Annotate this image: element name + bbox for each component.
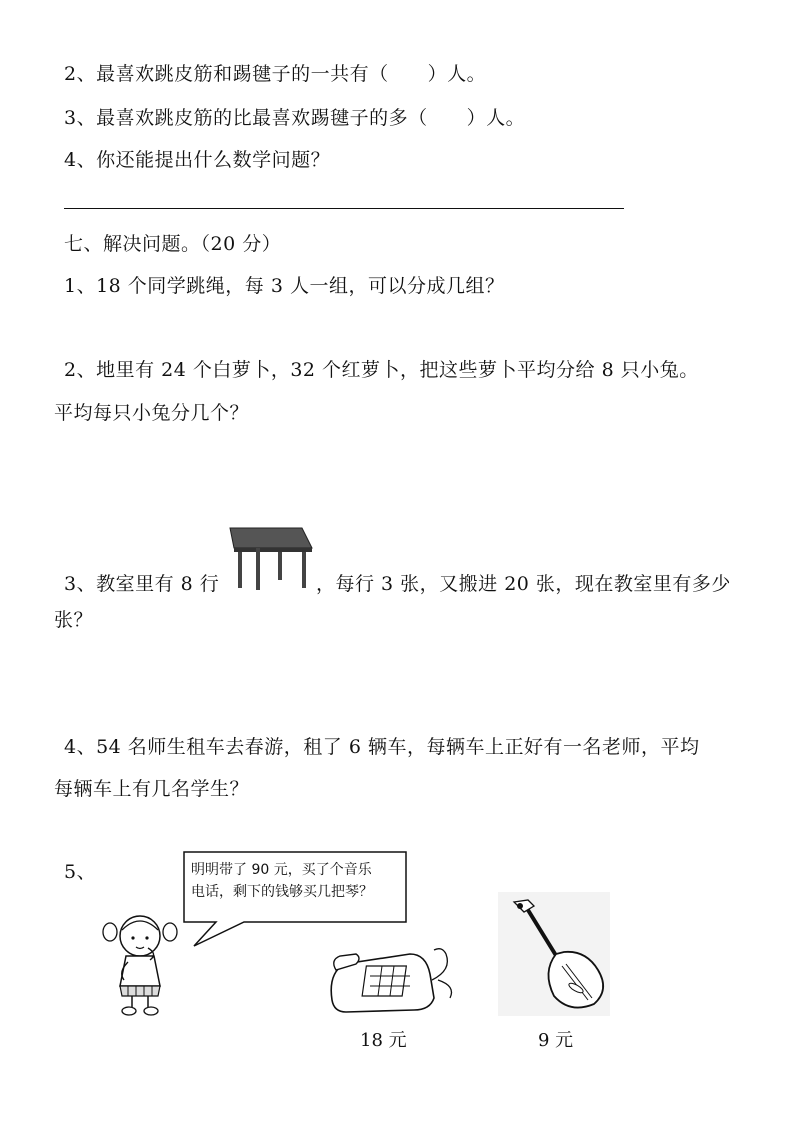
problem-7-3-line2: 张？: [54, 609, 94, 631]
section-7-heading: 七、解决问题。（20 分）: [64, 233, 282, 255]
telephone-icon: [326, 940, 458, 1016]
answer-line: [64, 208, 624, 209]
problem-7-3-before: 3、教室里有 8 行: [64, 573, 220, 595]
pipa-price: 9 元: [538, 1030, 574, 1051]
bubble-text-line2: 电话，剩下的钱够买几把琴？: [191, 884, 373, 900]
girl-illustration: [100, 910, 180, 1018]
problem-7-1: 1、18 个同学跳绳，每 3 人一组，可以分成几组？: [64, 275, 505, 297]
phone-price: 18 元: [360, 1030, 407, 1051]
problem-7-2-line1: 2、地里有 24 个白萝卜，32 个红萝卜，把这些萝卜平均分给 8 只小兔。: [64, 359, 699, 381]
problem-7-4-line1: 4、54 名师生租车去春游，租了 6 辆车，每辆车上正好有一名老师，平均: [64, 736, 700, 758]
question-6-3: 3、最喜欢跳皮筋的比最喜欢踢毽子的多（ ）人。: [64, 107, 526, 129]
pipa-instrument-icon: [498, 892, 610, 1016]
problem-7-2-line2: 平均每只小兔分几个？: [54, 402, 250, 424]
question-6-2: 2、最喜欢跳皮筋和踢毽子的一共有（ ）人。: [64, 63, 487, 85]
problem-7-4-line2: 每辆车上有几名学生？: [54, 778, 250, 800]
bubble-text-line1: 明明带了 90 元，买了个音乐: [191, 862, 372, 878]
question-6-4: 4、你还能提出什么数学问题？: [64, 149, 331, 171]
problem-7-3-after: ，每行 3 张，又搬进 20 张，现在教室里有多少: [316, 573, 731, 595]
desk-icon: [226, 526, 316, 592]
problem-7-5-label: 5、: [64, 861, 97, 883]
